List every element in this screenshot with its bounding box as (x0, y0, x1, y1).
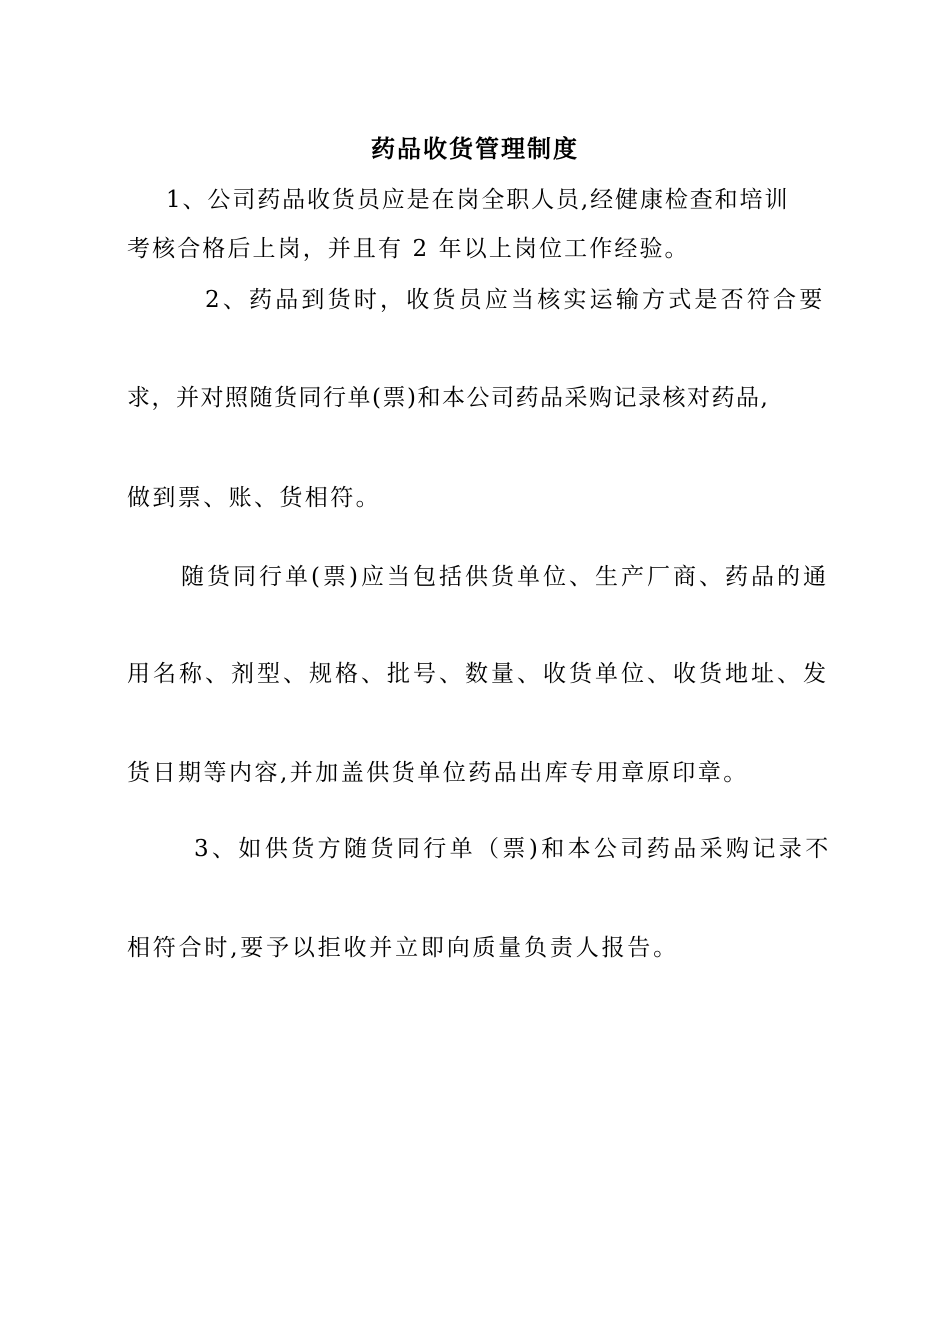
paragraph-4-line-2: 相符合时,要予以拒收并立即向质量负责人报告。 (127, 935, 679, 961)
paragraph-3-line-3: 货日期等内容,并加盖供货单位药品出库专用章原印章。 (127, 760, 749, 786)
paragraph-2-line-1: 2、药品到货时，收货员应当核实运输方式是否符合要 (205, 287, 826, 313)
paragraph-3-line-1: 随货同行单(票)应当包括供货单位、生产厂商、药品的通 (181, 564, 829, 590)
paragraph-2-line-2: 求，并对照随货同行单(票)和本公司药品采购记录核对药品, (127, 385, 770, 411)
paragraph-1-line-2: 考核合格后上岗，并且有 2 年以上岗位工作经验。 (127, 236, 690, 262)
paragraph-1-line-1: 1、公司药品收货员应是在岗全职人员,经健康检查和培训 (166, 187, 790, 213)
paragraph-3-line-2: 用名称、剂型、规格、批号、数量、收货单位、收货地址、发 (127, 661, 829, 687)
paragraph-4-line-1: 3、如供货方随货同行单（票)和本公司药品采购记录不 (194, 836, 832, 862)
document-title: 药品收货管理制度 (371, 134, 579, 163)
paragraph-2-line-3: 做到票、账、货相符。 (127, 485, 381, 511)
